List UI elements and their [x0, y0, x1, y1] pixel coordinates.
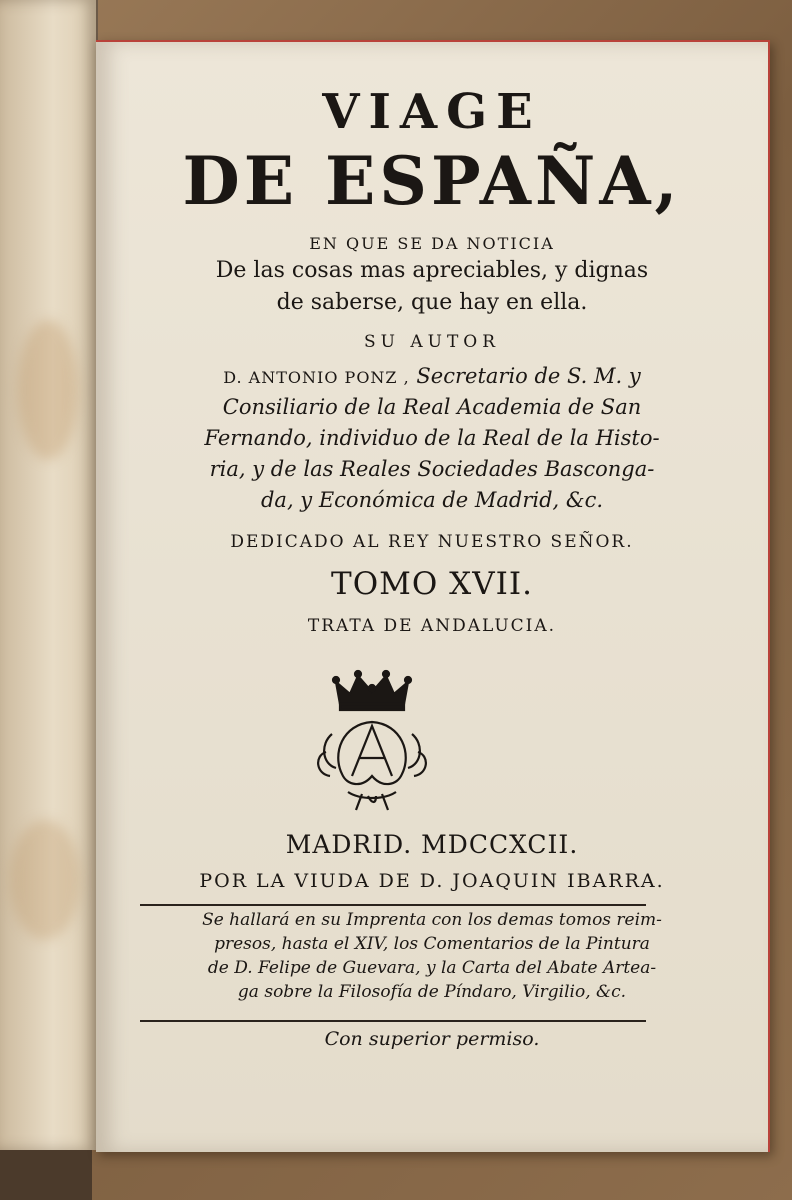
- author-line-2: Consiliario de la Real Academia de San: [222, 395, 642, 419]
- volume-number: TOMO XVII.: [331, 566, 533, 602]
- note-line-4: ga sobre la Filosofía de Píndaro, Virgilio, &c.: [237, 982, 627, 1002]
- imprint-printer: POR LA VIUDA DE D. JOAQUIN IBARRA.: [199, 870, 665, 892]
- author-description-1: Secretario de S. M. y: [416, 364, 641, 388]
- title-page: [96, 40, 770, 1152]
- left-page-edge: [0, 0, 98, 1150]
- subtitle-line-1: De las cosas mas apreciables, y dignas: [215, 258, 649, 283]
- crowned-monogram-emblem: [302, 664, 442, 814]
- divider-rule-bottom: [140, 1020, 646, 1022]
- title-de-espana: DE ESPAÑA,: [182, 142, 682, 220]
- note-line-3: de D. Felipe de Guevara, y la Carta del Abate Artea-: [207, 958, 657, 978]
- permission-line: Con superior permiso.: [324, 1028, 540, 1050]
- author-line-4: ria, y de las Reales Sociedades Basconga-: [209, 457, 655, 481]
- author-line-3: Fernando, individuo de la Real de la Histo-: [204, 426, 660, 450]
- book-cover-edge: [0, 1150, 92, 1200]
- title-viage: VIAGE: [322, 84, 542, 140]
- note-line-1: Se hallará en su Imprenta con los demas tomos reim-: [202, 910, 662, 930]
- volume-subject: TRATA DE ANDALUCIA.: [307, 616, 557, 636]
- divider-rule-top: [140, 904, 646, 906]
- dedication: DEDICADO AL REY NUESTRO SEÑOR.: [230, 532, 634, 552]
- subtitle-small: EN QUE SE DA NOTICIA: [309, 234, 555, 253]
- author-name: D. ANTONIO PONZ ,: [223, 368, 410, 387]
- imprint-place-year: MADRID. MDCCXCII.: [285, 830, 579, 859]
- author-heading: SU AUTOR: [363, 332, 501, 352]
- author-line-1: [96, 364, 768, 388]
- author-line-5: da, y Económica de Madrid, &c.: [260, 488, 604, 512]
- subtitle-line-2: de saberse, que hay en ella.: [276, 290, 588, 315]
- note-line-2: presos, hasta el XIV, los Comentarios de la Pintura: [214, 934, 650, 954]
